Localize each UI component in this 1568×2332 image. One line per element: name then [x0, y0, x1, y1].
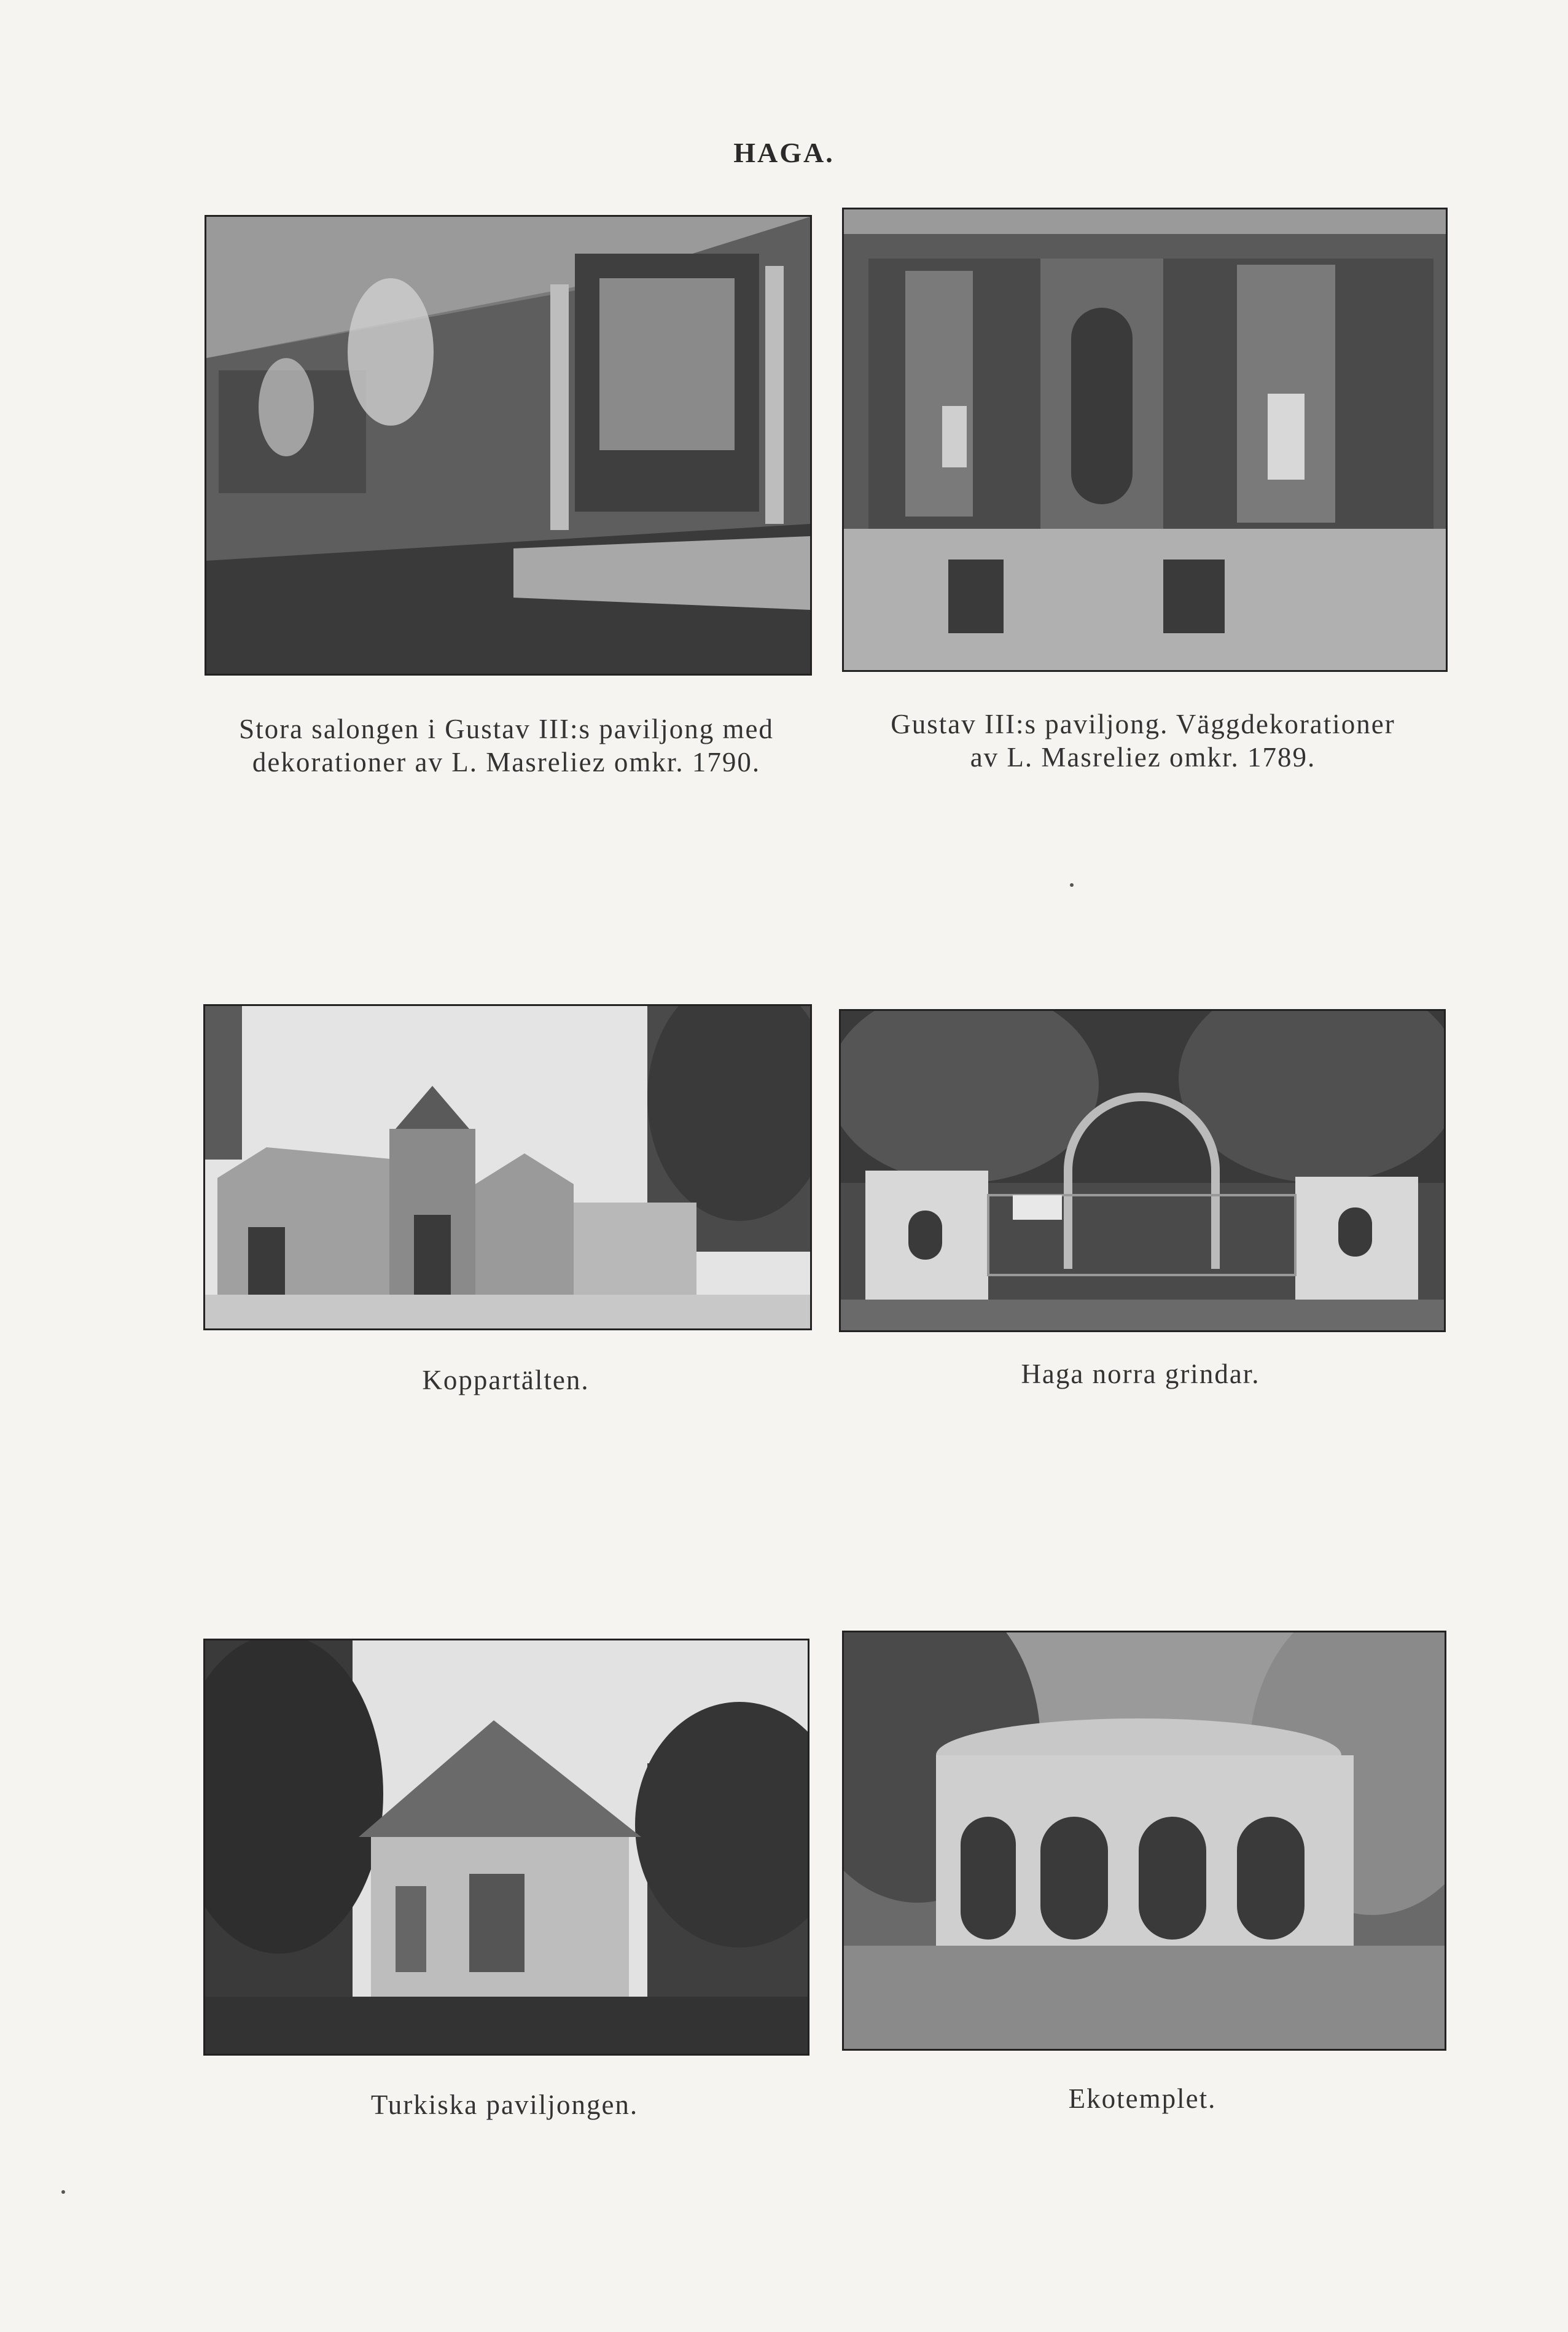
- paper-speck: [1070, 883, 1074, 887]
- caption: [203, 1363, 808, 1397]
- caption-line: Turkiska paviljongen.: [370, 2089, 639, 2120]
- caption-line: Haga norra grindar.: [1021, 1359, 1260, 1389]
- copper-tents-photo: [203, 1004, 812, 1330]
- echo-temple-photo: [842, 1631, 1446, 2051]
- caption-line: Koppartälten.: [422, 1365, 590, 1395]
- paper-speck: [61, 2190, 65, 2194]
- salon-interior-photo: [205, 215, 812, 676]
- caption: [192, 712, 821, 779]
- caption: [830, 708, 1456, 774]
- turkish-pavilion-photo: [203, 1639, 809, 2056]
- caption-line: Gustav III:s paviljong. Väggdekorationer: [891, 709, 1395, 739]
- caption: [203, 2088, 806, 2121]
- caption-line: Stora salongen i Gustav III:s paviljong med: [239, 714, 774, 744]
- caption-line: av L. Masreliez omkr. 1789.: [970, 742, 1316, 773]
- page-title: HAGA.: [733, 137, 835, 168]
- caption: [842, 2082, 1443, 2115]
- caption: [839, 1357, 1442, 1390]
- caption-line: dekorationer av L. Masreliez omkr. 1790.: [252, 747, 761, 778]
- caption-line: Ekotemplet.: [1068, 2083, 1217, 2114]
- wall-decoration-photo: [842, 208, 1448, 672]
- north-gates-photo: [839, 1009, 1446, 1332]
